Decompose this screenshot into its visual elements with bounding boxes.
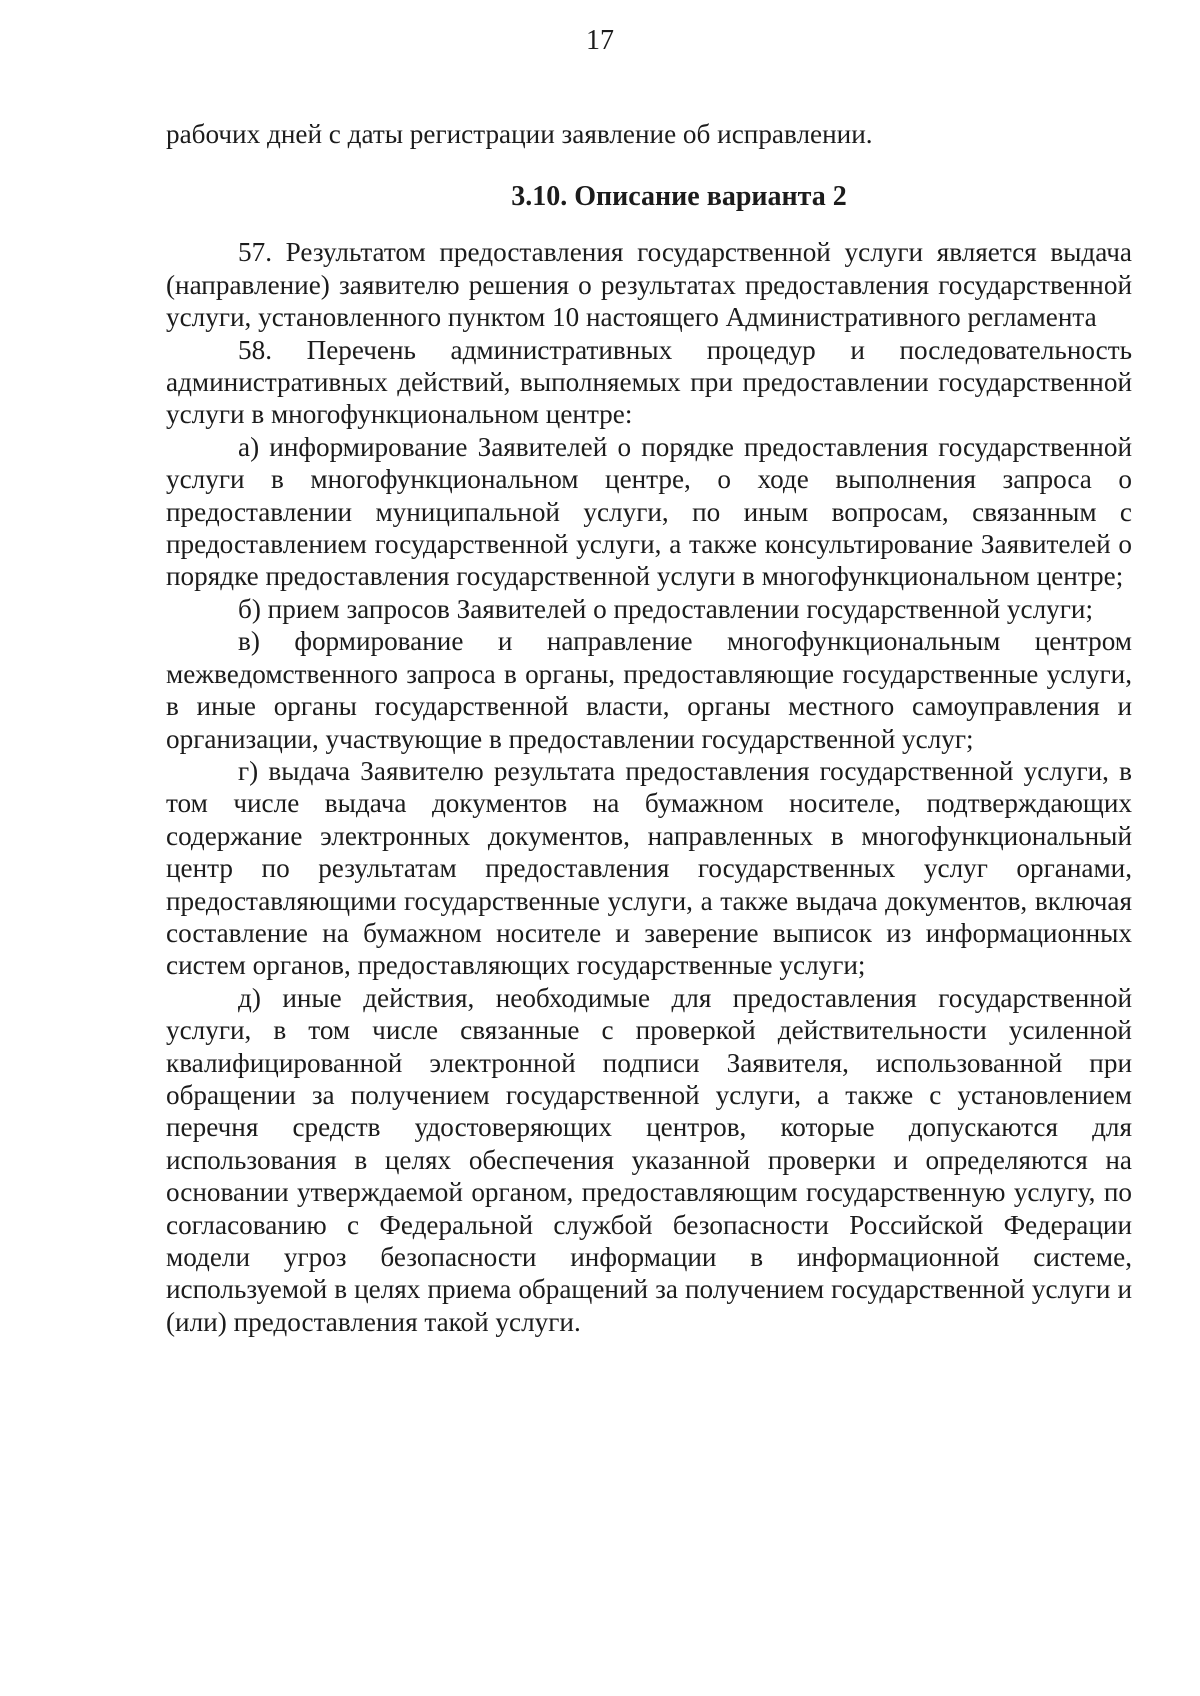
page-number: 17 [586, 25, 614, 56]
paragraph-58: 58. Перечень административных процедур и последовательность административных действий, выполняемых при предоставлении государственной услуги в многофункциональном центре: [166, 334, 1132, 430]
list-item-b: б) прием запросов Заявителей о предоставлении государственной услуги; [238, 593, 1093, 624]
intro-line: рабочих дней с даты регистрации заявление об исправлении. [166, 119, 873, 149]
list-item-d: д) иные действия, необходимые для предоставления государственной услуги, в том числе связанные с проверкой действительности усиленной квалифицированной электронной подписи Заявителя, использованной при обращении за получением государственной услуги, а также с установлением перечня средств удостоверяющих центров, которые допускаются для использования в целях обеспечения указанной проверки и определяются на основании утверждаемой органом, предоставляющим государственную услугу, по согласованию с Федеральной службой безопасности Российской Федерации модели угроз безопасности информации в информационной системе, используемой в целях приема обращений за получением государственной услуги и (или) предоставления такой услуги. [166, 982, 1132, 1337]
list-item-g: г) выдача Заявителю результата предоставления государственной услуги, в том числе выдача документов на бумажном носителе, подтверждающих содержание электронных документов, направленных в многофункциональный центр по результатам предоставления государственных услуг органами, предоставляющими государственные услуги, а также выдача документов, включая составление на бумажном носителе и заверение выписок из информационных систем органов, предоставляющих государственные услуги; [166, 755, 1132, 981]
list-item-v: в) формирование и направление многофункциональным центром межведомственного запроса в органы, предоставляющие государственные услуги, в иные органы государственной власти, органы местного самоуправления и организации, участвующие в предоставлении государственной услуг; [166, 626, 1132, 754]
paragraph-57: 57. Результатом предоставления государственной услуги является выдача (направление) заявителю решения о результатах предоставления государственной услуги, установленного пунктом 10 настоящего Административного регламента [166, 237, 1132, 333]
list-item-a: а) информирование Заявителей о порядке предоставления государственной услуги в многофункциональном центре, о ходе выполнения запроса о предоставлении муниципальной услуги, по иным вопросам, связанным с предоставлением государственной услуги, а также консультирование Заявителей о порядке предоставления государственной услуги в многофункциональном центре; [166, 431, 1132, 592]
document-body [166, 118, 1132, 1338]
section-heading: 3.10. Описание варианта 2 [511, 181, 847, 213]
